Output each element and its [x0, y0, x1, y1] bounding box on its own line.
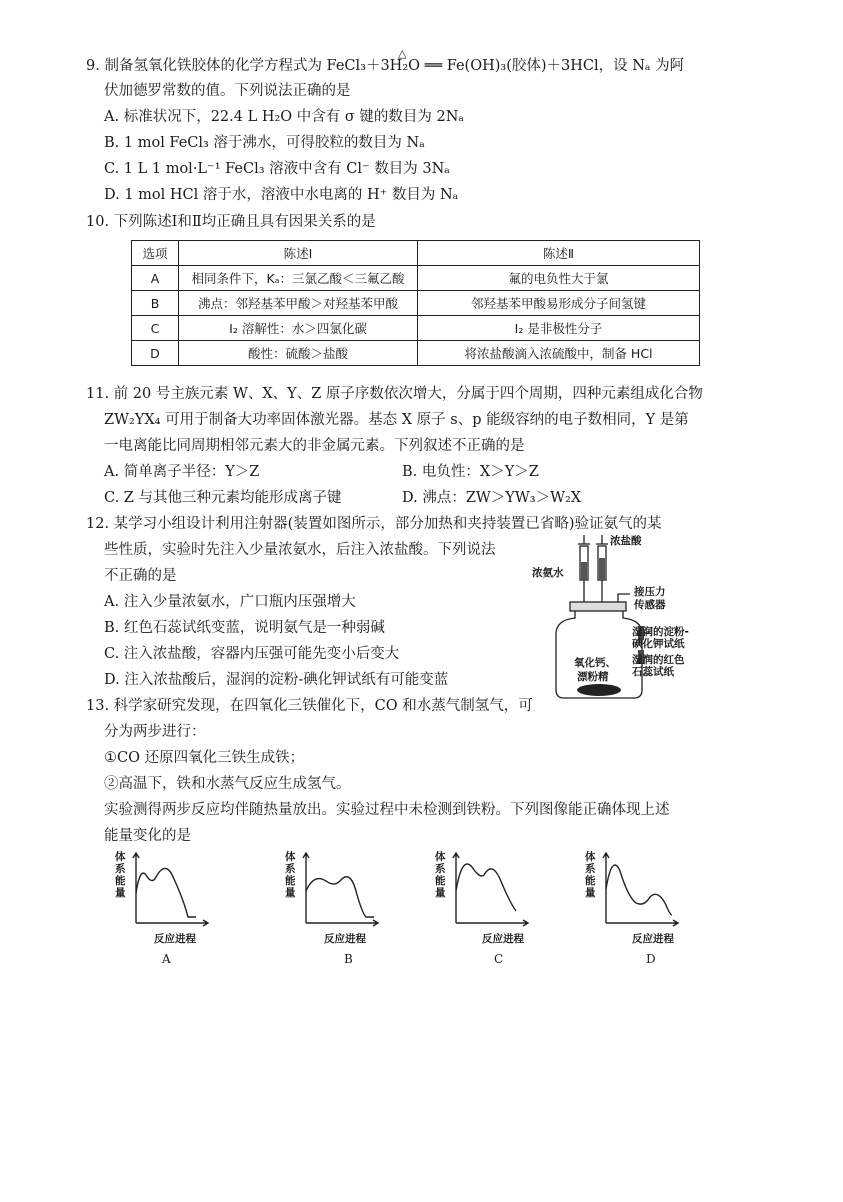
table-row[interactable]	[132, 316, 700, 341]
curve-graph-b	[282, 845, 392, 970]
q12-option-c[interactable]: C. 注入浓盐酸，容器内压强可能先变小后变大	[104, 646, 400, 662]
row-statement-1: 相同条件下，Kₐ：三氯乙酸＜三氟乙酸	[179, 266, 418, 291]
header-statement-2: 陈述Ⅱ	[418, 241, 700, 266]
q10-stem: 10. 下列陈述Ⅰ和Ⅱ均正确且具有因果关系的是	[86, 214, 376, 230]
q13-stem-line1: 13. 科学家研究发现，在四氧化三铁催化下，CO 和水蒸气制氢气，可	[86, 698, 533, 714]
q11-stem-line1: 11. 前 20 号主族元素 W、X、Y、Z 原子序数依次增大，分属于四个周期，四种元素组成化合物	[86, 386, 703, 402]
graph-label-d: D	[646, 952, 656, 966]
label-sensor-1: 接压力	[634, 586, 666, 598]
table-row[interactable]	[132, 341, 700, 366]
label-hcl: 浓盐酸	[610, 535, 642, 547]
q12-option-b[interactable]: B. 红色石蕊试纸变蓝，说明氨气是一种弱碱	[104, 620, 385, 636]
q13-stem-line2: 分为两步进行：	[104, 724, 206, 740]
header-statement-1: 陈述Ⅰ	[179, 241, 418, 266]
q9-stem-line2: 伏加德罗常数的值。下列说法正确的是	[104, 83, 351, 99]
q12-option-d[interactable]: D. 注入浓盐酸后，湿润的淀粉-碘化钾试纸有可能变蓝	[104, 672, 449, 688]
graph-label-b: B	[344, 952, 353, 966]
q12-option-a[interactable]: A. 注入少量浓氨水，广口瓶内压强增大	[104, 594, 356, 610]
solid-reagent	[577, 684, 621, 696]
row-option: B	[132, 291, 179, 316]
row-option: C	[132, 316, 179, 341]
energy-graph-a[interactable]: 体 系 能 量 反应进程 A	[112, 845, 222, 970]
label-sensor-2: 传感器	[634, 599, 666, 611]
label-solid-2: 漂粉精	[577, 671, 609, 683]
table-row[interactable]	[132, 291, 700, 316]
row-statement-2: 将浓盐酸滴入浓硫酸中，制备 HCl	[418, 341, 700, 366]
row-statement-2: I₂ 是非极性分子	[418, 316, 700, 341]
reaction-condition: △	[398, 47, 407, 60]
energy-graph-c[interactable]: 体 系 能 量 反应进程 C	[432, 845, 542, 970]
q11-stem-line3: 一电离能比同周期相邻元素大的非金属元素。下列叙述不正确的是	[104, 438, 525, 454]
energy-graph-d[interactable]: 体 系 能 量 反应进程 D	[582, 845, 692, 970]
row-statement-1: 酸性：硫酸＞盐酸	[179, 341, 418, 366]
table-row[interactable]	[132, 266, 700, 291]
graph-label-a: A	[162, 952, 171, 966]
label-litmus-2: 石蕊试纸	[632, 666, 674, 678]
energy-graph-b[interactable]: 体 系 能 量 反应进程 B	[282, 845, 392, 970]
q9-option-d[interactable]: D. 1 mol HCl 溶于水，溶液中水电离的 H⁺ 数目为 Nₐ	[104, 187, 459, 203]
q12-stem-line1: 12. 某学习小组设计利用注射器(装置如图所示，部分加热和夹持装置已省略)验证氨气的某	[86, 516, 662, 532]
row-statement-2: 邻羟基苯甲酸易形成分子间氢键	[418, 291, 700, 316]
q9-option-a[interactable]: A. 标准状况下，22.4 L H₂O 中含有 σ 键的数目为 2Nₐ	[104, 109, 465, 125]
q13-step-2: ②高温下，铁和水蒸气反应生成氢气。	[104, 776, 351, 792]
q9-option-c[interactable]: C. 1 L 1 mol·L⁻¹ FeCl₃ 溶液中含有 Cl⁻ 数目为 3Nₐ	[104, 161, 450, 177]
q10-table	[131, 240, 700, 366]
q13-stem-line4: 能量变化的是	[104, 828, 191, 844]
label-solid-1: 氧化钙、	[574, 657, 616, 669]
label-ammonia: 浓氨水	[532, 567, 564, 579]
apparatus-drawing	[530, 530, 705, 705]
row-statement-1: I₂ 溶解性：水＞四氯化碳	[179, 316, 418, 341]
row-option: D	[132, 341, 179, 366]
row-statement-2: 氟的电负性大于氯	[418, 266, 700, 291]
q13-step-1: ①CO 还原四氧化三铁生成铁；	[104, 750, 305, 766]
q11-stem-line2: ZW₂YX₄ 可用于制备大功率固体激光器。基态 X 原子 s、p 能级容纳的电子数相同，Y 是第	[104, 412, 689, 428]
header-option: 选项	[132, 241, 179, 266]
q11-option-b[interactable]: B. 电负性：X＞Y＞Z	[402, 464, 539, 480]
curve-graph-c	[432, 845, 542, 970]
curve-graph-d	[582, 845, 692, 970]
q12-stem-line3: 不正确的是	[104, 568, 177, 584]
label-ki-paper-1: 湿润的淀粉-	[632, 626, 689, 638]
label-ki-paper-2: 碘化钾试纸	[632, 638, 685, 650]
q11-option-d[interactable]: D. 沸点：ZW＞YW₃＞W₂X	[402, 490, 582, 506]
q9-stem-line1: 9. 制备氢氧化铁胶体的化学方程式为 FeCl₃＋3H₂O ══ Fe(OH)₃(胶体)＋3HCl，设 Nₐ 为阿	[86, 58, 685, 74]
label-litmus-1: 湿润的红色	[632, 654, 685, 666]
q13-stem-line3: 实验测得两步反应均伴随热量放出。实验过程中未检测到铁粉。下列图像能正确体现上述	[104, 802, 670, 818]
graph-label-c: C	[494, 952, 504, 966]
q12-stem-line2: 些性质，实验时先注入少量浓氨水，后注入浓盐酸。下列说法	[104, 542, 496, 558]
row-option: A	[132, 266, 179, 291]
q11-option-c[interactable]: C. Z 与其他三种元素均能形成离子键	[104, 490, 342, 506]
q9-option-b[interactable]: B. 1 mol FeCl₃ 溶于沸水，可得胶粒的数目为 Nₐ	[104, 135, 425, 151]
q11-option-a[interactable]: A. 简单离子半径：Y＞Z	[104, 464, 260, 480]
table-header-row	[132, 241, 700, 266]
apparatus-figure	[530, 530, 705, 705]
row-statement-1: 沸点：邻羟基苯甲酸＞对羟基苯甲酸	[179, 291, 418, 316]
